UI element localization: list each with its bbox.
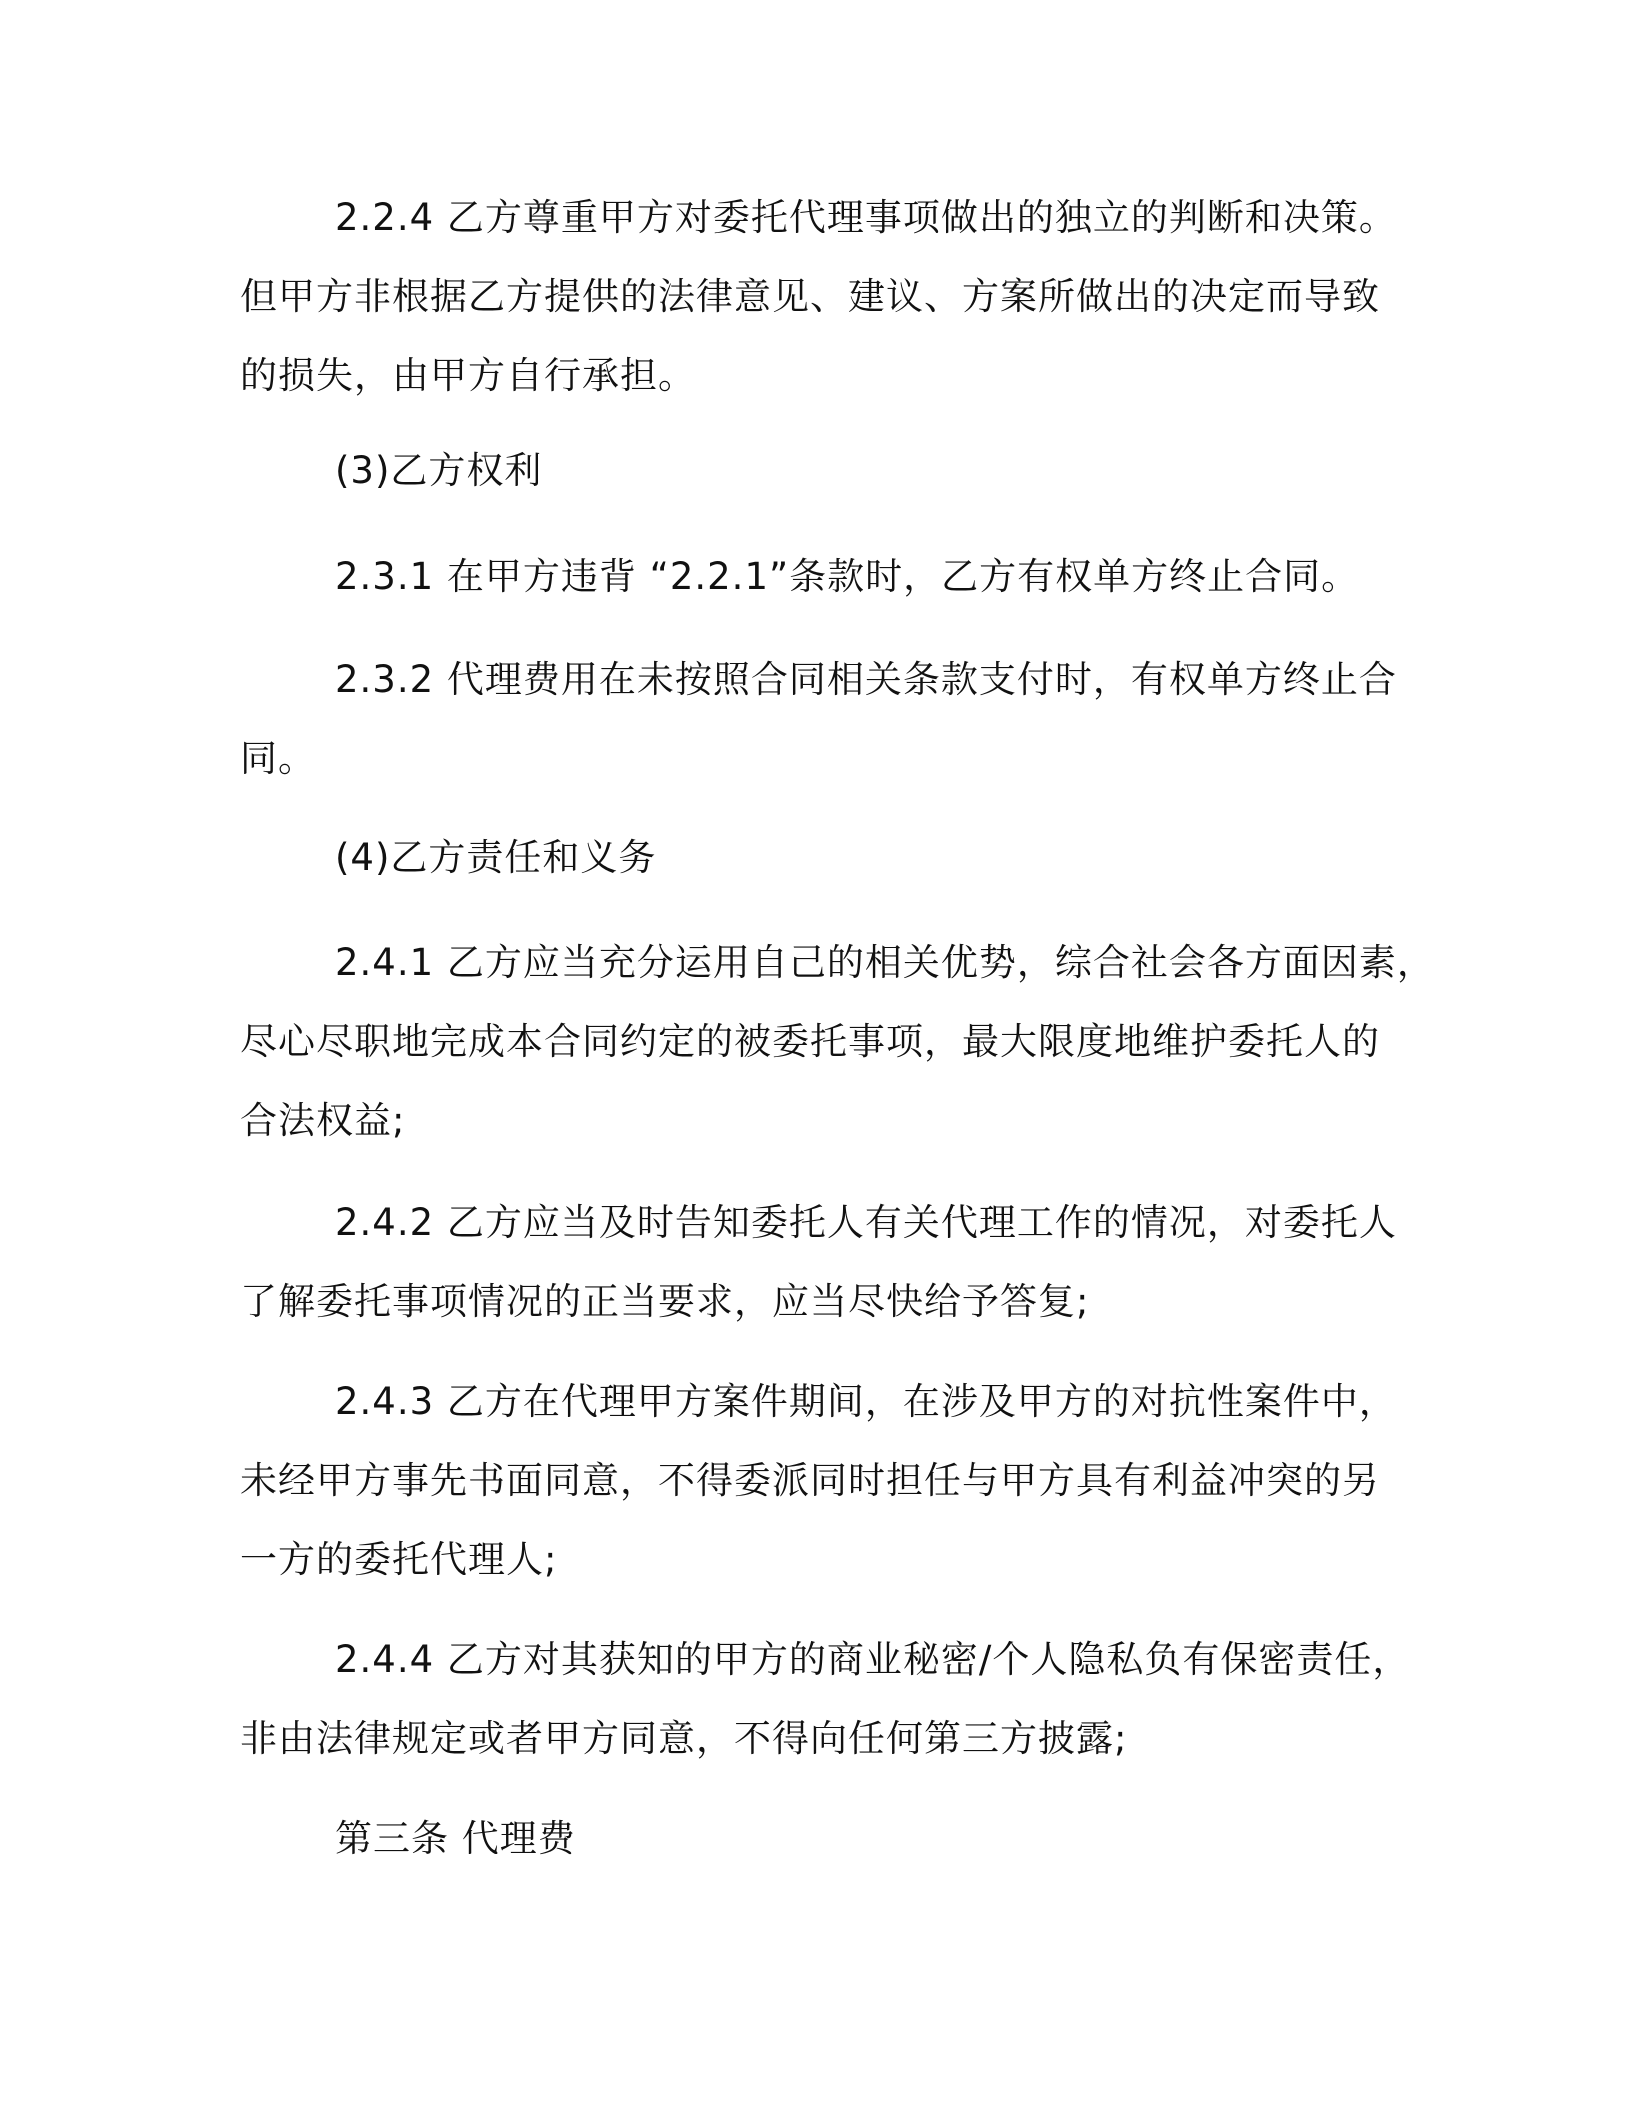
paragraph-line: 同。 xyxy=(240,737,316,780)
paragraph-line: 尽心尽职地完成本合同约定的被委托事项，最大限度地维护委托人的 xyxy=(240,1020,1380,1063)
paragraph-2-3-2 xyxy=(240,640,1397,798)
paragraph-2-4-4 xyxy=(240,1620,1411,1778)
heading-4-party-b-duties xyxy=(240,818,1390,897)
paragraph-line: 未经甲方事先书面同意，不得委派同时担任与甲方具有利益冲突的另 xyxy=(240,1459,1380,1502)
paragraph-line: 2.4.3 乙方在代理甲方案件期间，在涉及甲方的对抗性案件中， xyxy=(335,1380,1397,1423)
heading-3-party-b-rights xyxy=(240,431,1390,510)
paragraph-line: 2.2.4 乙方尊重甲方对委托代理事项做出的独立的判断和决策。 xyxy=(335,196,1397,239)
section-heading: (4)乙方责任和义务 xyxy=(335,836,657,879)
paragraph-line: 一方的委托代理人; xyxy=(240,1538,558,1581)
paragraph-line: 了解委托事项情况的正当要求，应当尽快给予答复; xyxy=(240,1280,1090,1323)
paragraph-line: 合法权益; xyxy=(240,1099,406,1142)
paragraph-2-3-1 xyxy=(240,537,1390,616)
article-3-heading xyxy=(240,1799,1390,1878)
paragraph-line: 2.4.1 乙方应当充分运用自己的相关优势，综合社会各方面因素， xyxy=(335,941,1435,984)
paragraph-2-2-4 xyxy=(240,178,1397,415)
article-heading: 第三条 代理费 xyxy=(335,1817,576,1860)
paragraph-line: 的损失，由甲方自行承担。 xyxy=(240,354,696,397)
paragraph-2-4-2 xyxy=(240,1183,1397,1341)
paragraph-line: 2.4.2 乙方应当及时告知委托人有关代理工作的情况，对委托人 xyxy=(335,1201,1397,1244)
paragraph-line: 2.3.2 代理费用在未按照合同相关条款支付时，有权单方终止合 xyxy=(335,658,1397,701)
paragraph-line: 但甲方非根据乙方提供的法律意见、建议、方案所做出的决定而导致 xyxy=(240,275,1380,318)
paragraph-line: 非由法律规定或者甲方同意，不得向任何第三方披露; xyxy=(240,1717,1128,1760)
section-heading: (3)乙方权利 xyxy=(335,449,543,492)
paragraph-2-4-3 xyxy=(240,1362,1397,1599)
paragraph-line: 2.3.1 在甲方违背 “2.2.1”条款时，乙方有权单方终止合同。 xyxy=(335,555,1360,598)
paragraph-line: 2.4.4 乙方对其获知的甲方的商业秘密/个人隐私负有保密责任， xyxy=(335,1638,1411,1681)
paragraph-2-4-1 xyxy=(240,923,1435,1160)
